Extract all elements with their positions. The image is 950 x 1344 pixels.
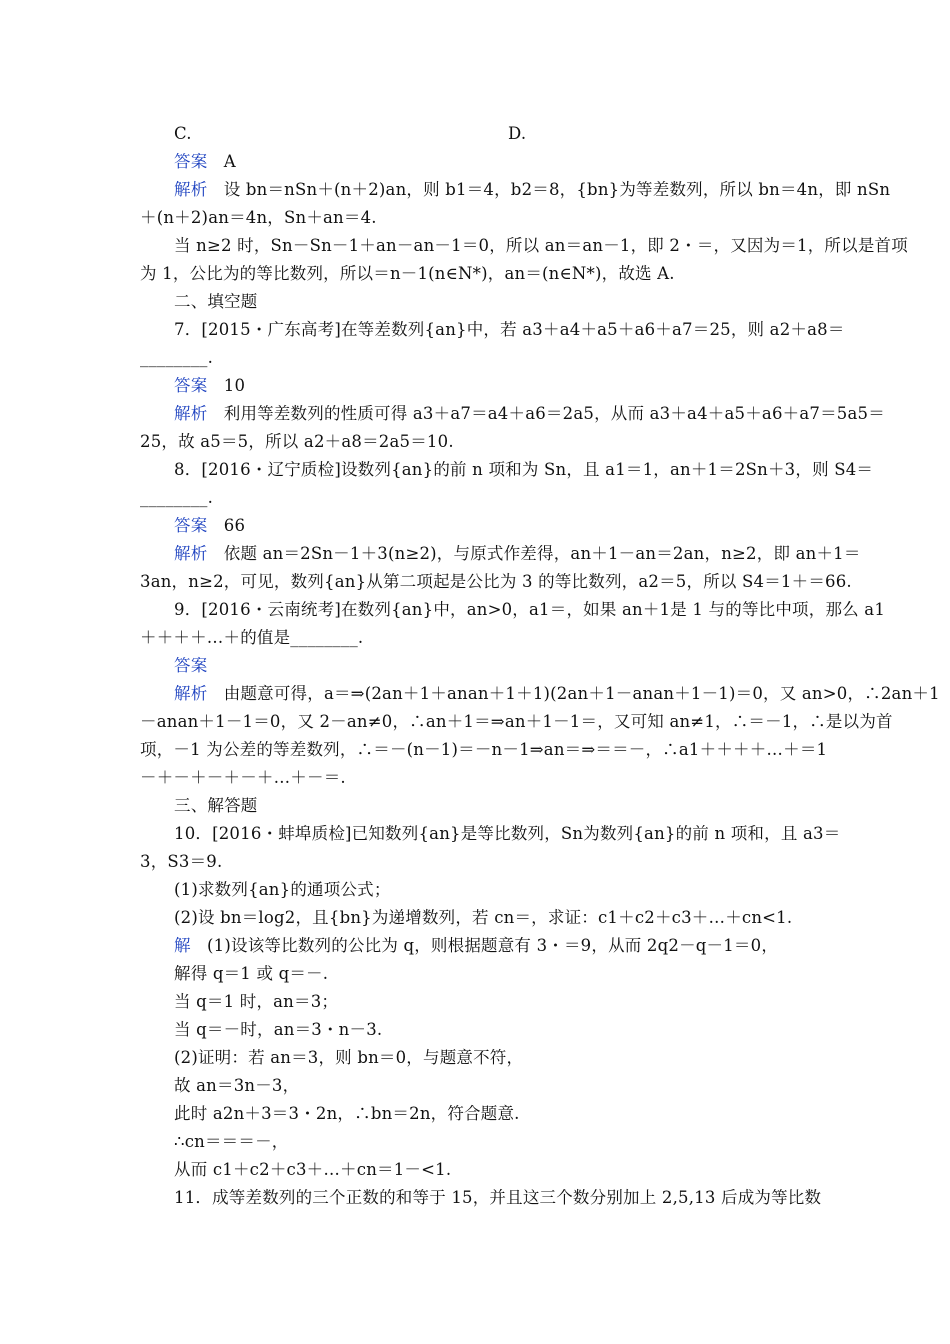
text-line: 从而 c1＋c2＋c3＋…＋cn＝1－<1. <box>174 1160 452 1179</box>
text-line: ∴cn＝＝＝－， <box>174 1132 289 1151</box>
question-11: 11．成等差数列的三个正数的和等于 15，并且这三个数分别加上 2,5,13 后成为等比数 <box>174 1188 822 1207</box>
analysis-line: 解析 利用等差数列的性质可得 a3＋a7＝a4＋a6＝2a5，从而 a3＋a4＋a5＋a6＋a7＝5a5＝ <box>174 404 885 423</box>
answer-label: 答案 <box>174 516 208 535</box>
text-line: ＋＋＋＋…＋的值是________. <box>140 628 364 647</box>
text-line: 25，故 a5＝5，所以 a2＋a8＝2a5＝10. <box>140 432 454 451</box>
text-line: －anan＋1－1＝0，又 2－an≠0，∴an＋1＝⇒an＋1－1＝，又可知 an≠1，∴＝－1，∴是以为首 <box>140 712 893 731</box>
answer-label: 答案 <box>174 152 208 171</box>
text-line: 故 an＝3n－3， <box>174 1076 300 1095</box>
analysis-label: 解析 <box>174 544 208 563</box>
answer-line: 答案 A <box>174 152 236 171</box>
text-line: 当 q＝1 时，an＝3； <box>174 992 339 1011</box>
text-line: 3an，n≥2，可见，数列{an}从第二项起是公比为 3 的等比数列，a2＝5，所以 S4＝1＋＝66. <box>140 572 852 591</box>
analysis-line: 解析 由题意可得，a＝⇒(2an＋1＋anan＋1＋1)(2an＋1－anan＋1－1)＝0，又 an>0，∴2an＋1 <box>174 684 940 703</box>
section-heading: 三、解答题 <box>174 796 258 815</box>
text-line: (2)证明：若 an＝3，则 bn＝0，与题意不符， <box>174 1048 524 1067</box>
option-c: C. <box>174 124 192 143</box>
text-line: (1)求数列{an}的通项公式； <box>174 880 391 899</box>
question-7: 7．[2015・广东高考]在等差数列{an}中，若 a3＋a4＋a5＋a6＋a7＝25，则 a2＋a8＝ <box>174 320 845 339</box>
answer-label: 答案 <box>174 656 208 675</box>
text-line: 解得 q＝1 或 q＝－. <box>174 964 329 983</box>
analysis-line: 解析 依题 an＝2Sn－1＋3(n≥2)，与原式作差得，an＋1－an＝2an，n≥2，即 an＋1＝ <box>174 544 861 563</box>
question-9: 9．[2016・云南统考]在数列{an}中，an>0，a1＝，如果 an＋1是 1 与的等比中项，那么 a1 <box>174 600 886 619</box>
blank-line: ________. <box>140 348 214 367</box>
text-line: 当 q＝－时，an＝3・n－3. <box>174 1020 383 1039</box>
answer-line <box>174 656 224 676</box>
option-d: D. <box>508 124 527 143</box>
text-line: 为 1，公比为的等比数列，所以＝n－1(n∈N*)，an＝(n∈N*)，故选 A. <box>140 264 675 283</box>
text-line: 3，S3＝9. <box>140 852 223 871</box>
analysis-label: 解析 <box>174 404 208 423</box>
solution-label: 解 <box>174 936 191 955</box>
answer-label: 答案 <box>174 376 208 395</box>
answer-line: 答案 66 <box>174 516 246 535</box>
question-10: 10．[2016・蚌埠质检]已知数列{an}是等比数列，Sn为数列{an}的前 n 项和，且 a3＝ <box>174 824 841 843</box>
answer-line: 答案 10 <box>174 376 246 395</box>
analysis-label: 解析 <box>174 684 208 703</box>
solution-line: 解 (1)设该等比数列的公比为 q，则根据题意有 3・＝9，从而 2q2－q－1＝0， <box>174 936 779 955</box>
text-line: －＋－＋－＋－＋…＋－＝. <box>140 768 346 787</box>
section-heading: 二、填空题 <box>174 292 258 311</box>
text-line: (2)设 bn＝log2，且{bn}为递增数列，若 cn＝，求证：c1＋c2＋c3＋…＋cn<1. <box>174 908 793 927</box>
blank-line: ________. <box>140 488 214 507</box>
text-line: ＋(n＋2)an＝4n，Sn＋an＝4. <box>140 208 377 227</box>
text-line: 当 n≥2 时，Sn－Sn－1＋an－an－1＝0，所以 an＝an－1，即 2・＝，又因为＝1，所以是首项 <box>174 236 908 255</box>
analysis-line: 解析 设 bn＝nSn＋(n＋2)an，则 b1＝4，b2＝8，{bn}为等差数列，所以 bn＝4n，即 nSn <box>174 180 891 199</box>
analysis-label: 解析 <box>174 180 208 199</box>
text-line: 项，－1 为公差的等差数列，∴＝－(n－1)＝－n－1⇒an＝⇒＝＝－，∴a1＋＋＋＋…＋＝1 <box>140 740 828 759</box>
text-line: 此时 a2n＋3＝3・2n，∴bn＝2n，符合题意. <box>174 1104 520 1123</box>
question-8: 8．[2016・辽宁质检]设数列{an}的前 n 项和为 Sn，且 a1＝1，an＋1＝2Sn＋3，则 S4＝ <box>174 460 874 479</box>
